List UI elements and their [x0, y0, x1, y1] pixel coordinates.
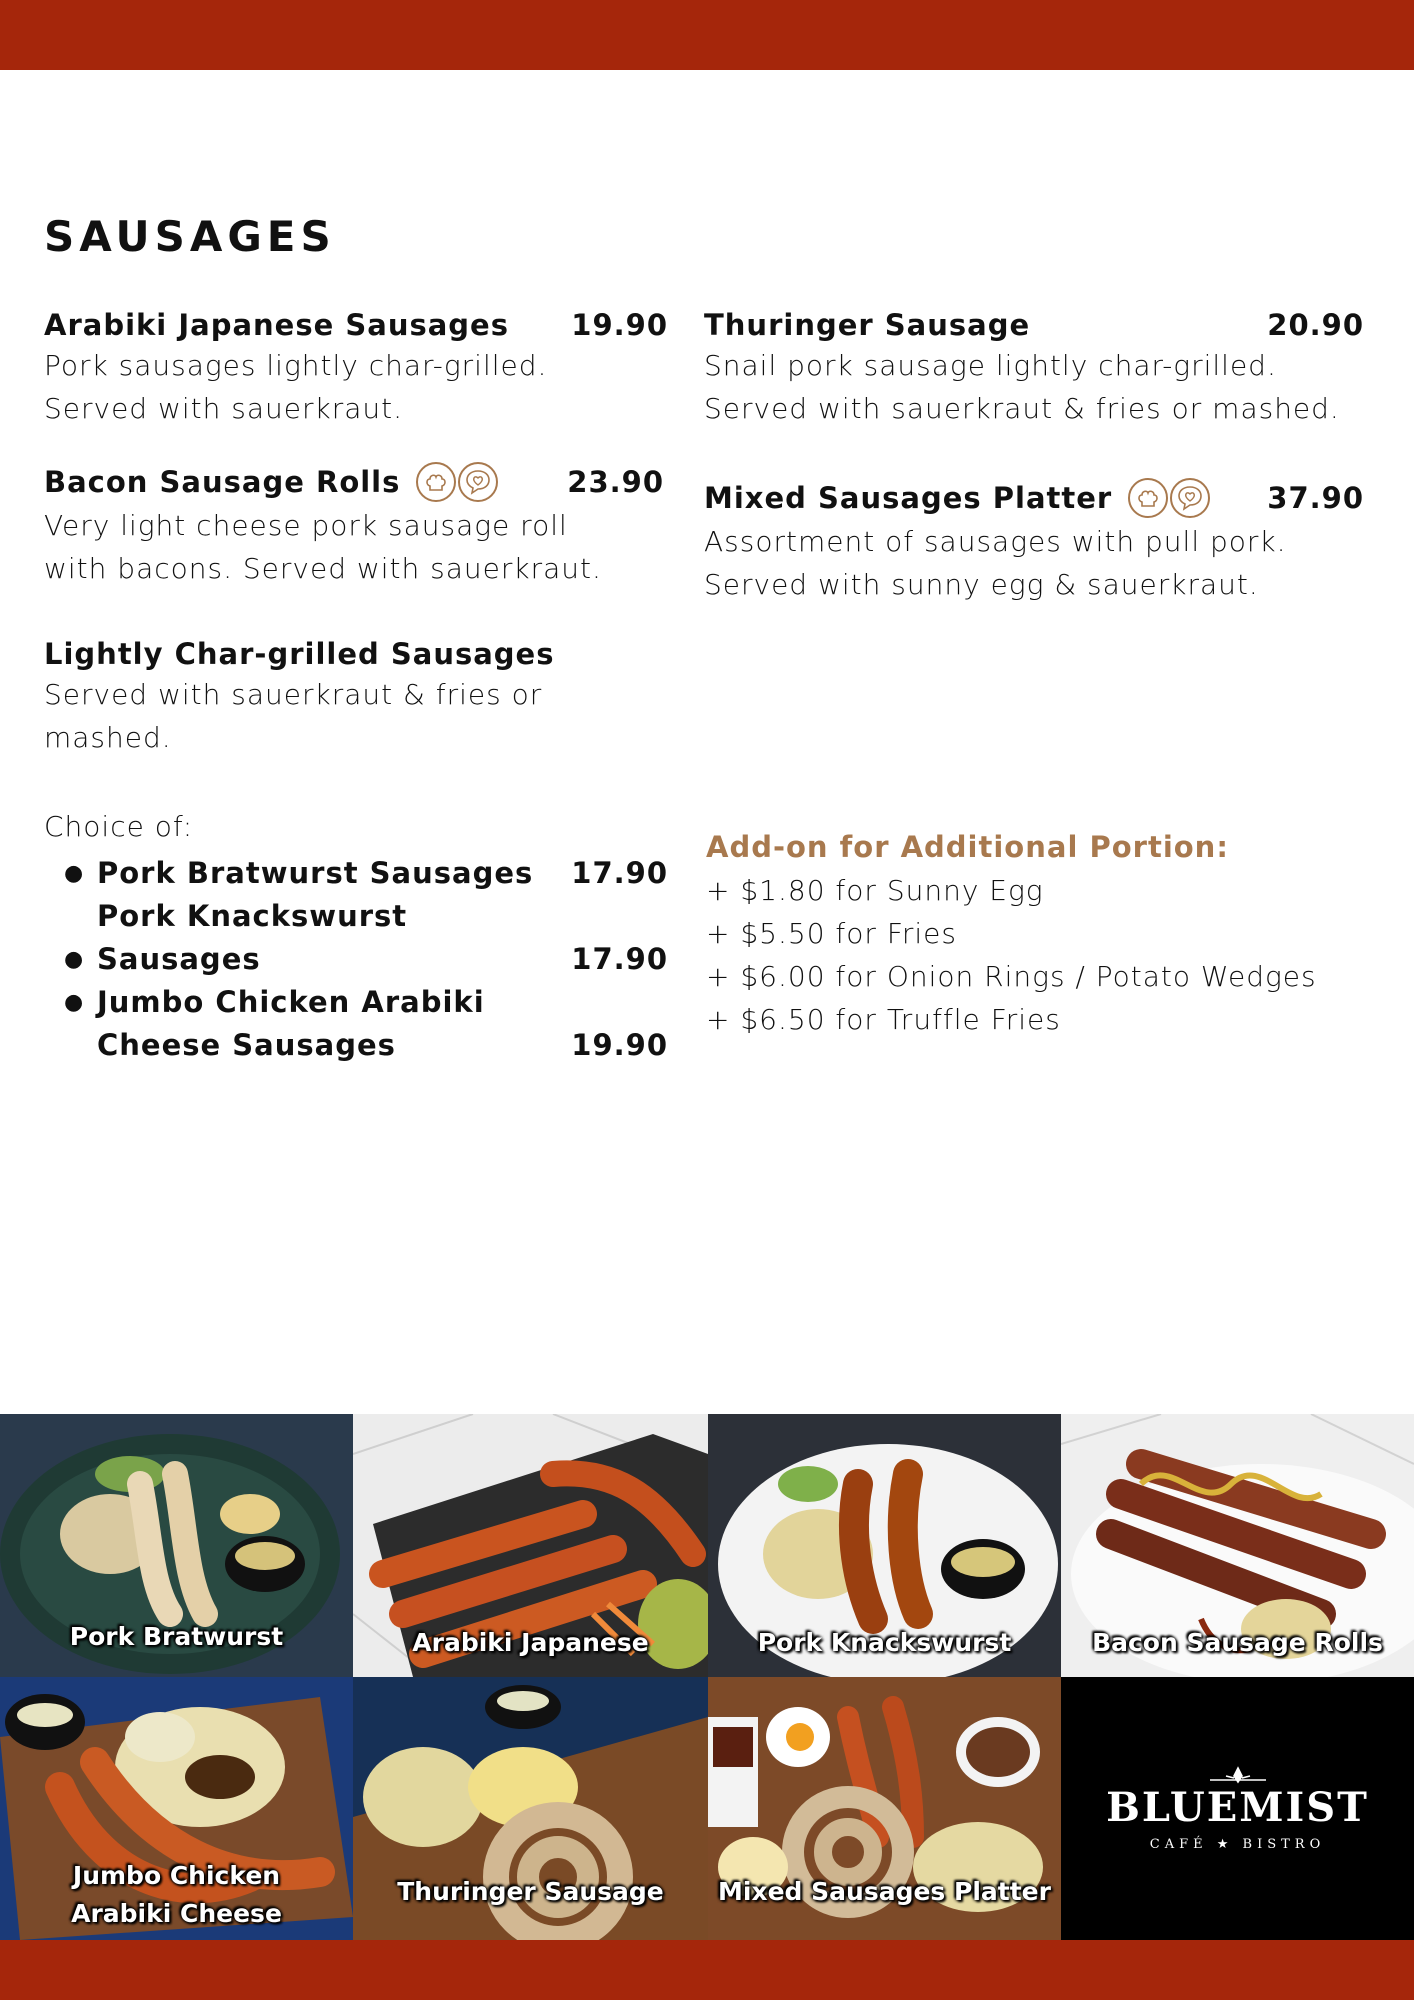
item-description — [704, 344, 1364, 430]
heart-bubble-icon — [1170, 478, 1210, 518]
choice-label: Choice of: — [44, 810, 194, 843]
item-description — [44, 673, 664, 759]
choice-price: 17.90 — [571, 942, 668, 976]
menu-item-mixed-platter — [704, 478, 1364, 606]
choice-option — [64, 852, 668, 895]
addon-line: + $6.50 for Truffle Fries — [706, 1003, 1061, 1036]
photo-jumbo-chicken — [0, 1677, 353, 1940]
item-name: Arabiki Japanese Sausages — [44, 308, 509, 342]
desc-line: mashed. — [44, 721, 172, 754]
photo-mixed-platter — [708, 1677, 1061, 1940]
addon-line: + $5.50 for Fries — [706, 917, 957, 950]
photo-pork-bratwurst — [0, 1414, 353, 1677]
photo-label: Arabiki Japanese — [412, 1628, 649, 1657]
item-price: 19.90 — [571, 308, 668, 342]
menu-item-char-grilled — [44, 637, 664, 759]
bottom-banner — [0, 1940, 1414, 2000]
photo-label: Jumbo Chicken Arabiki Cheese — [71, 1861, 282, 1928]
addon-line: + $1.80 for Sunny Egg — [706, 874, 1044, 907]
bullet-icon: ● — [64, 990, 85, 1015]
desc-line: Assortment of sausages with pull pork. — [704, 525, 1287, 558]
item-price: 20.90 — [1267, 308, 1364, 342]
addon-line: + $6.00 for Onion Rings / Potato Wedges — [706, 960, 1317, 993]
desc-line: Very light cheese pork sausage roll — [44, 509, 568, 542]
item-price: 37.90 — [1267, 481, 1364, 515]
photo-label: Bacon Sausage Rolls — [1092, 1628, 1383, 1657]
bullet-icon: ● — [64, 947, 85, 972]
section-title: SAUSAGES — [44, 212, 336, 261]
menu-item-bacon-rolls — [44, 462, 664, 590]
choice-list — [64, 852, 668, 1067]
menu-item-thuringer — [704, 308, 1364, 430]
addon-title: Add-on for Additional Portion: — [706, 830, 1229, 864]
chef-hat-icon — [416, 462, 456, 502]
desc-line: with bacons. Served with sauerkraut. — [44, 552, 602, 585]
choice-name: Jumbo Chicken Arabiki Cheese Sausages — [97, 985, 485, 1062]
item-name: Mixed Sausages Platter — [704, 481, 1113, 515]
logo-name: BLUEMIST — [1106, 1783, 1369, 1831]
choice-name: Pork Knackswurst Sausages — [97, 899, 408, 976]
photo-label: Mixed Sausages Platter — [718, 1877, 1051, 1906]
desc-line: Served with sauerkraut & fries or — [44, 678, 543, 711]
chef-hat-icon — [1128, 478, 1168, 518]
item-price: 23.90 — [567, 465, 664, 499]
photo-arabiki-japanese — [353, 1414, 708, 1677]
addon-block — [706, 826, 1386, 1041]
desc-line: Served with sauerkraut. — [44, 392, 404, 425]
choice-price: 19.90 — [571, 1028, 668, 1062]
item-name: Lightly Char-grilled Sausages — [44, 637, 555, 671]
heart-bubble-icon — [458, 462, 498, 502]
item-description — [704, 520, 1364, 606]
desc-line: Snail pork sausage lightly char-grilled. — [704, 349, 1277, 382]
choice-name: Pork Bratwurst Sausages — [97, 856, 534, 890]
logo-subtitle: CAFÉ ★ BISTRO — [1149, 1836, 1326, 1852]
item-name: Bacon Sausage Rolls — [44, 465, 401, 499]
top-banner — [0, 0, 1414, 70]
photo-label: Thuringer Sausage — [397, 1877, 664, 1906]
menu-item-arabiki — [44, 308, 668, 430]
item-name: Thuringer Sausage — [704, 308, 1031, 342]
photo-bacon-sausage-rolls — [1061, 1414, 1414, 1677]
brand-logo — [1061, 1677, 1414, 1940]
desc-line: Pork sausages lightly char-grilled. — [44, 349, 548, 382]
leaf-crest-icon — [1208, 1766, 1268, 1784]
photo-pork-knackswurst — [708, 1414, 1061, 1677]
choice-option — [64, 895, 668, 981]
bullet-icon: ● — [64, 861, 85, 886]
choice-option — [64, 981, 668, 1067]
desc-line: Served with sauerkraut & fries or mashed. — [704, 392, 1340, 425]
photo-label: Pork Knackswurst — [757, 1628, 1012, 1657]
photo-label: Pork Bratwurst — [69, 1622, 284, 1651]
item-description — [44, 504, 664, 590]
photo-thuringer-sausage — [353, 1677, 708, 1940]
desc-line: Served with sunny egg & sauerkraut. — [704, 568, 1259, 601]
choice-price: 17.90 — [571, 856, 668, 890]
photo-grid — [0, 1414, 1414, 1940]
item-description — [44, 344, 668, 430]
